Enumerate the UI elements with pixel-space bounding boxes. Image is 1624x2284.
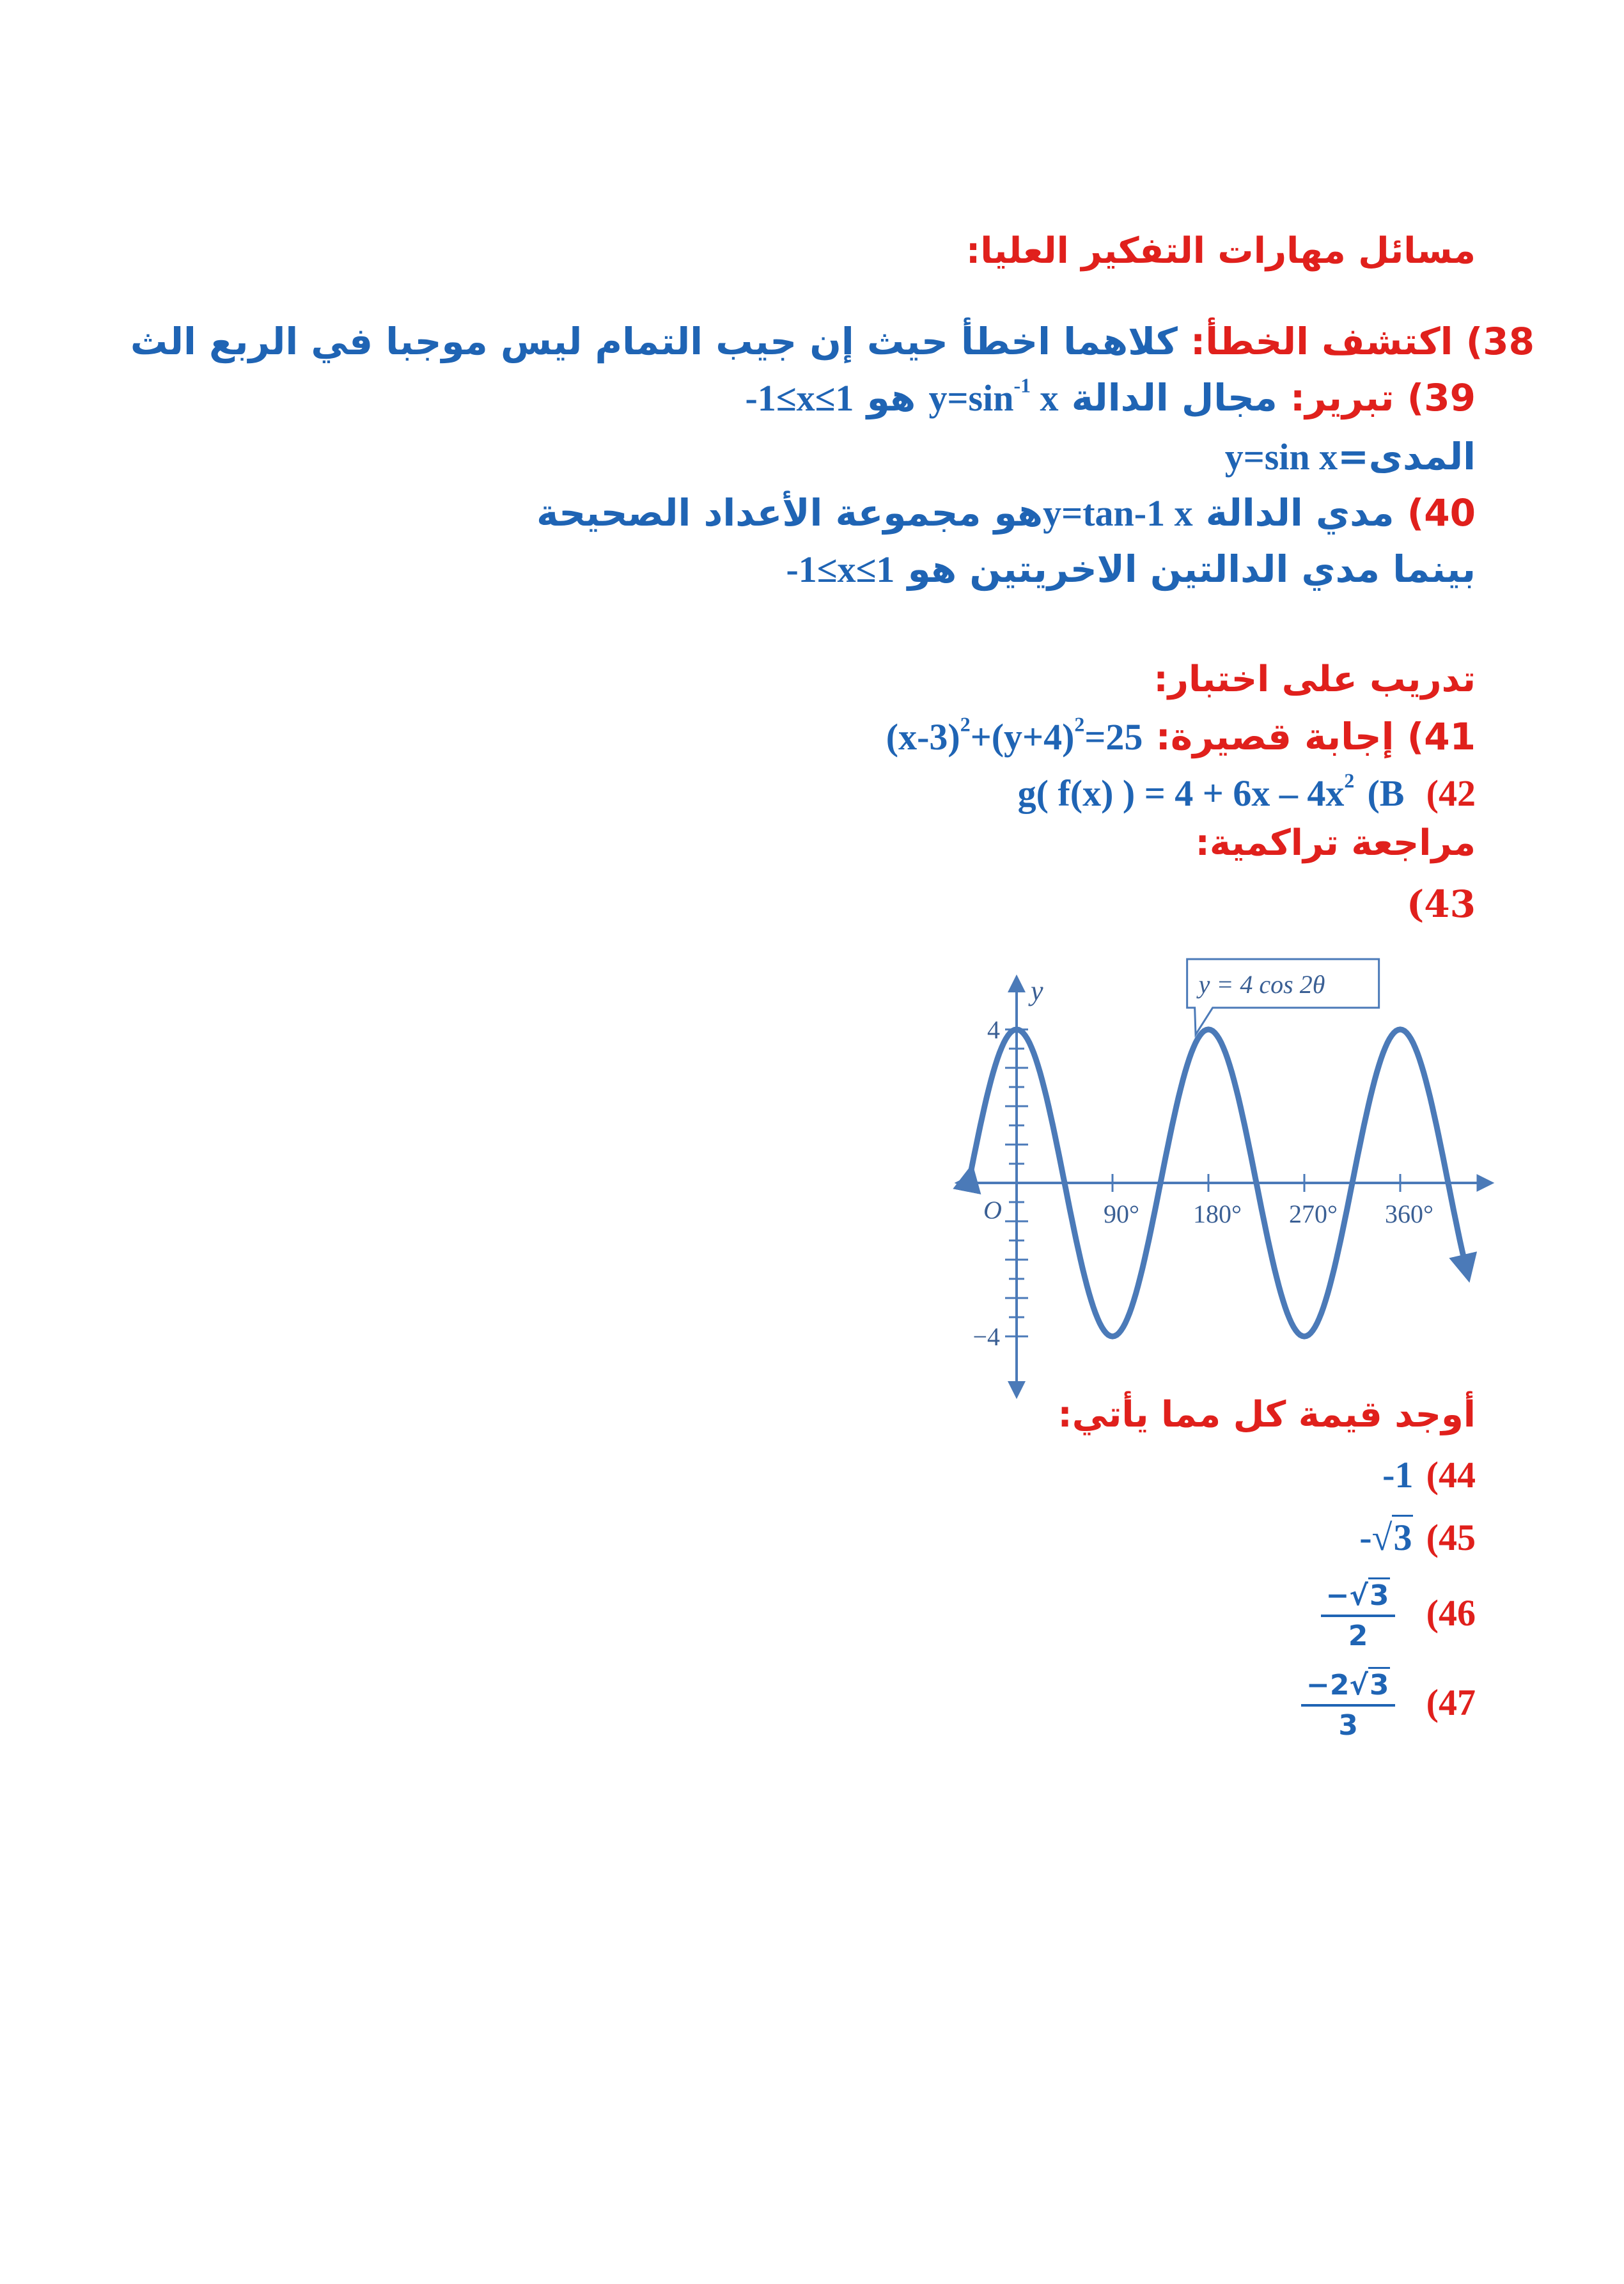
q40-math-a: y=tan-1 x	[1043, 492, 1193, 534]
q39-label: تبرير:	[1290, 376, 1394, 419]
function-callout	[1187, 959, 1379, 1035]
q42-row	[1018, 771, 1476, 815]
review-section-title: مراجعة تراكمية:	[1195, 822, 1476, 864]
q40-line2-math: -1≤x≤1	[786, 549, 895, 590]
q38-number: 38)	[1465, 320, 1534, 363]
q41-row	[886, 715, 1476, 758]
q39-row	[746, 376, 1476, 419]
q39-range-row	[1225, 435, 1476, 478]
q41-label: إجابة قصيرة:	[1155, 715, 1394, 758]
q44-value: -1	[1382, 1454, 1414, 1496]
q40-row	[536, 491, 1476, 535]
q38-clip	[130, 320, 1624, 384]
q40-text-b: هو مجموعة الأعداد الصحيحة	[536, 491, 1043, 535]
test-section-title: تدريب على اختبار:	[1153, 659, 1476, 700]
q44-number: (44	[1426, 1454, 1476, 1496]
q39-text-b: هو	[866, 376, 916, 419]
q45-row	[1359, 1515, 1476, 1559]
function-label: y = 4 cos 2θ	[1198, 970, 1325, 999]
q38-row	[130, 320, 1534, 363]
q40-text-a: مدي الدالة	[1205, 491, 1394, 535]
q43-number: (43	[1406, 882, 1476, 926]
q39-math-b: -1≤x≤1	[745, 377, 854, 419]
q39-range-math: y=sin x	[1224, 436, 1338, 478]
q45-number: (45	[1426, 1517, 1476, 1558]
x-tick-label: 270°	[1289, 1200, 1338, 1228]
q40-line2-row	[786, 547, 1476, 591]
q46-fraction: $\frac{-√3}{2}$	[1321, 1579, 1396, 1652]
x-tick-label: 180°	[1193, 1200, 1242, 1228]
q47-row	[1301, 1669, 1476, 1742]
y-tick-label: 4	[987, 1015, 1000, 1044]
q42-choice: (B	[1367, 772, 1405, 814]
q45-value: -√3	[1359, 1516, 1413, 1559]
q46-number: (46	[1426, 1592, 1476, 1634]
q42-number: (42	[1426, 772, 1476, 814]
origin-label: O	[983, 1196, 1002, 1224]
q47-number: (47	[1426, 1682, 1476, 1723]
x-tick-label: 90°	[1104, 1200, 1139, 1228]
q46-row	[1321, 1579, 1476, 1652]
q44-row	[1382, 1453, 1476, 1496]
q40-line2-text: بينما مدي الدالتين الاخريتين هو	[907, 547, 1476, 591]
q42-math: g( f(x) ) = $4 + 6x - 4x^2$	[1017, 769, 1355, 814]
y-tick-label: −4	[972, 1322, 1000, 1351]
q41-math: $(x-3)^2+(y+4)^2=25$	[886, 713, 1143, 758]
find-section-title: أوجد قيمة كل مما يأتي:	[1058, 1394, 1476, 1435]
q40-number: 40)	[1407, 491, 1476, 535]
q39-math-a: $y=\sin^{-1}$ x	[928, 374, 1059, 419]
q39-number: 39)	[1407, 376, 1476, 419]
cosine-graph	[921, 946, 1471, 1394]
q38-label: اكتشف الخطأ:	[1191, 320, 1453, 363]
q39-range-label: المدى=	[1338, 435, 1476, 478]
q38-text: كلاهما اخطأ حيث إن جيب التمام ليس موجبا في الربع الث	[130, 320, 1178, 363]
q41-number: 41)	[1407, 715, 1476, 758]
q39-text-a: مجال الدالة	[1071, 376, 1277, 419]
x-tick-label: 360°	[1385, 1200, 1433, 1228]
y-axis-label: y	[1031, 975, 1043, 1006]
q47-fraction: $\frac{-2√3}{3}$	[1301, 1669, 1395, 1742]
hots-section-title: مسائل مهارات التفكير العليا:	[965, 230, 1476, 272]
